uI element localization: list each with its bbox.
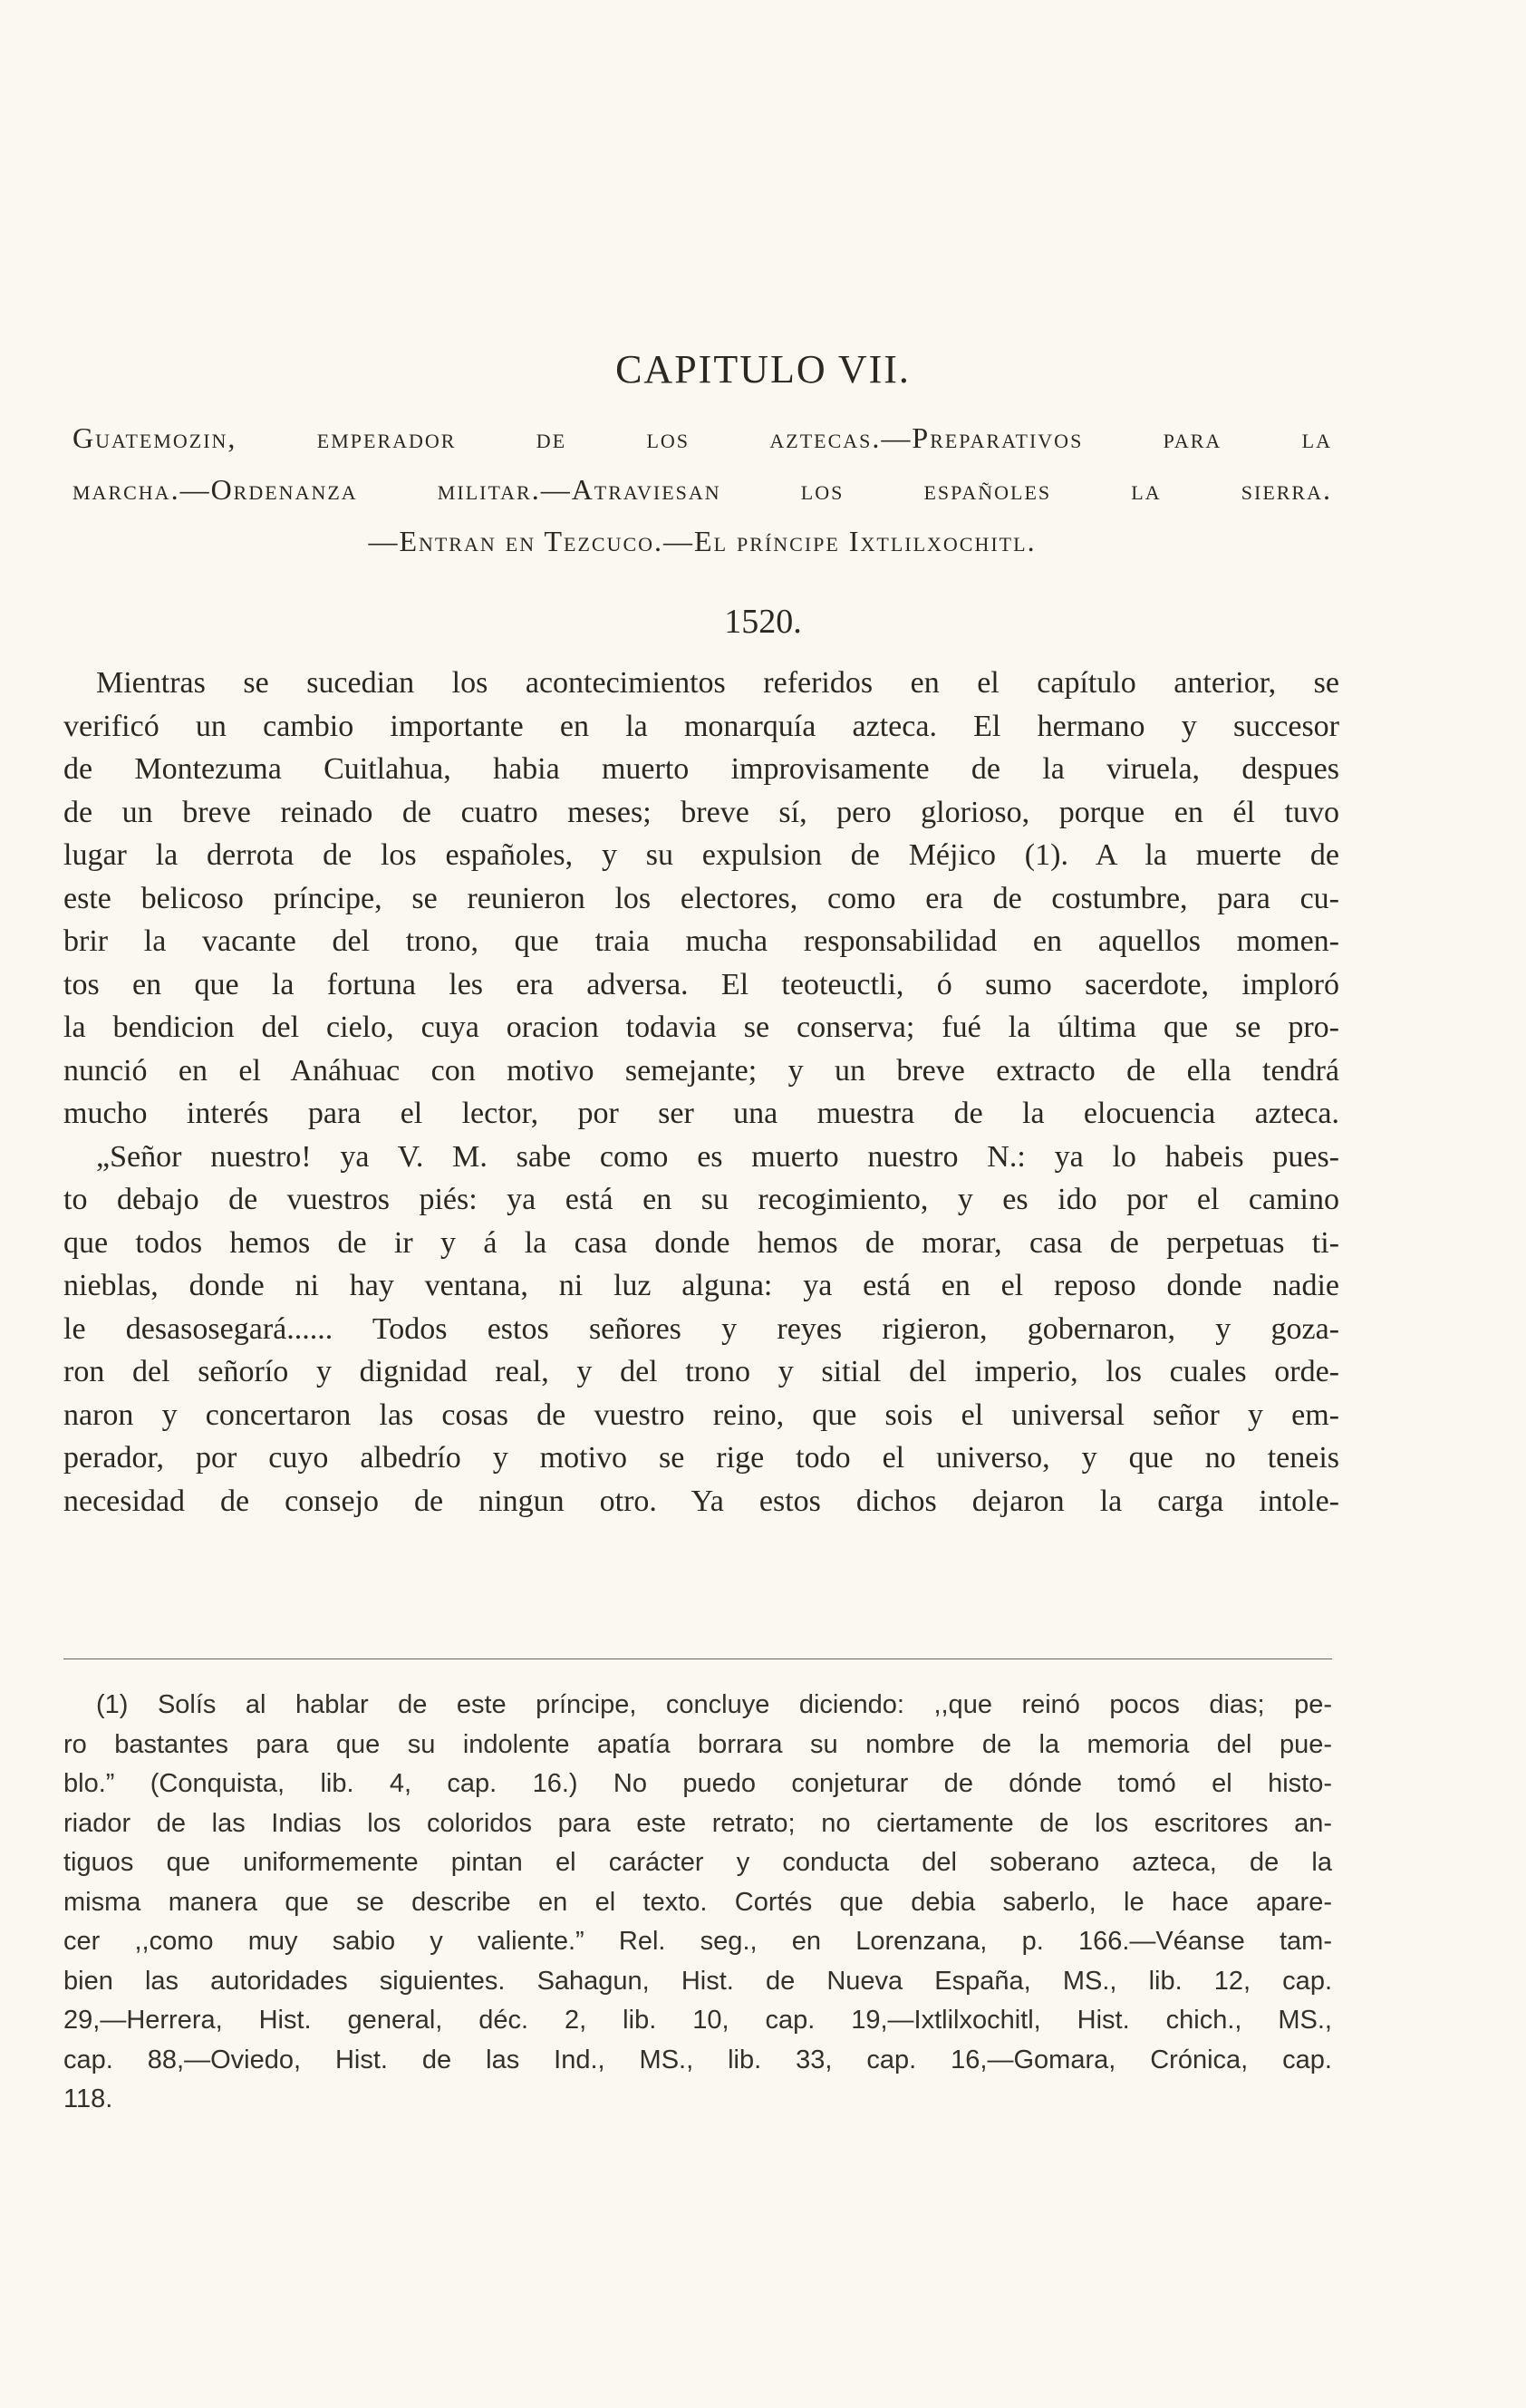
chapter-title: CAPITULO VII. bbox=[615, 347, 911, 392]
body-line: naron y concertaron las cosas de vuestro reino, que sois el universal señor y em- bbox=[63, 1397, 1339, 1432]
chapter-summary bbox=[72, 412, 1332, 567]
footnote-line: 118. bbox=[63, 2084, 113, 2113]
footnote-line: ro bastantes para que su indolente apatía borrara su nombre de la memoria del pue- bbox=[63, 1729, 1332, 1759]
footnote-line: blo.” (Conquista, lib. 4, cap. 16.) No puedo conjeturar de dónde tomó el histo- bbox=[63, 1769, 1332, 1798]
footnote-line: bien las autoridades siguientes. Sahagun, Hist. de Nueva España, MS., lib. 12, cap. bbox=[63, 1966, 1332, 1996]
body-line: nunció en el Anáhuac con motivo semejante; y un breve extracto de ella tendrá bbox=[63, 1053, 1339, 1088]
summary-line: Guatemozin, emperador de los aztecas.—Preparativos para la bbox=[72, 421, 1332, 454]
body-line: nieblas, donde ni hay ventana, ni luz alguna: ya está en el reposo donde nadie bbox=[63, 1269, 1339, 1302]
body-line: le desasosegará...... Todos estos señores y reyes rigieron, gobernaron, y goza- bbox=[63, 1311, 1339, 1346]
footnotes bbox=[63, 1686, 1332, 2120]
body-line: to debajo de vuestros piés: ya está en su recogimiento, y es ido por el camino bbox=[63, 1183, 1339, 1216]
body-line: tos en que la fortuna les era adversa. El teoteuctli, ó sumo sacerdote, imploró bbox=[63, 967, 1339, 1001]
footnote-line: (1) Solís al hablar de este príncipe, concluye diciendo: ,,que reinó pocos dias; pe- bbox=[96, 1690, 1332, 1719]
body-line: mucho interés para el lector, por ser una muestra de la elocuencia azteca. bbox=[63, 1097, 1339, 1130]
body-line: „Señor nuestro! ya V. M. sabe como es muerto nuestro N.: ya lo habeis pues- bbox=[96, 1139, 1339, 1174]
footnote-line: tiguos que uniformemente pintan el carácter y conducta del soberano azteca, de la bbox=[63, 1848, 1332, 1877]
body-line: necesidad de consejo de ningun otro. Ya estos dichos dejaron la carga intole- bbox=[63, 1484, 1339, 1518]
body-line: perador, por cuyo albedrío y motivo se rige todo el universo, y que no teneis bbox=[63, 1441, 1339, 1475]
body-line: lugar la derrota de los españoles, y su expulsion de Méjico (1). A la muerte de bbox=[63, 838, 1339, 872]
body-text bbox=[63, 662, 1339, 1523]
body-line: que todos hemos de ir y á la casa donde hemos de morar, casa de perpetuas ti- bbox=[63, 1225, 1339, 1260]
body-line: verificó un cambio importante en la monarquía azteca. El hermano y succesor bbox=[63, 709, 1339, 743]
summary-line: marcha.—Ordenanza militar.—Atraviesan los españoles la sierra. bbox=[72, 473, 1332, 506]
footnote-line: cer ,,como muy sabio y valiente.” Rel. seg., en Lorenzana, p. 166.—Véanse tam- bbox=[63, 1927, 1332, 1956]
body-line: de Montezuma Cuitlahua, habia muerto improvisamente de la viruela, despues bbox=[63, 752, 1339, 786]
body-line: ron del señorío y dignidad real, y del trono y sitial del imperio, los cuales orde- bbox=[63, 1355, 1339, 1388]
summary-line: —Entran en Tezcuco.—El príncipe Ixtlilxochitl. bbox=[368, 525, 1037, 557]
body-line: de un breve reinado de cuatro meses; breve sí, pero glorioso, porque en él tuvo bbox=[63, 795, 1339, 829]
footnote-line: 29,—Herrera, Hist. general, déc. 2, lib. 10, cap. 19,—Ixtlilxochitl, Hist. chich., MS., bbox=[63, 2006, 1332, 2035]
body-line: brir la vacante del trono, que traia mucha responsabilidad en aquellos momen- bbox=[63, 924, 1339, 958]
chapter-year: 1520. bbox=[724, 603, 802, 641]
body-line: este belicoso príncipe, se reunieron los electores, como era de costumbre, para cu- bbox=[63, 881, 1339, 915]
body-line: la bendicion del cielo, cuya oracion todavia se conserva; fué la última que se pro- bbox=[63, 1011, 1339, 1044]
body-line: Mientras se sucedian los acontecimientos referidos en el capítulo anterior, se bbox=[96, 666, 1339, 700]
footnote-line: cap. 88,—Oviedo, Hist. de las Ind., MS., lib. 33, cap. 16,—Gomara, Crónica, cap. bbox=[63, 2045, 1332, 2074]
footnote-line: riador de las Indias los coloridos para este retrato; no ciertamente de los escritores an- bbox=[63, 1808, 1332, 1838]
footnote-line: misma manera que se describe en el texto. Cortés que debia saberlo, le hace apare- bbox=[63, 1887, 1332, 1917]
